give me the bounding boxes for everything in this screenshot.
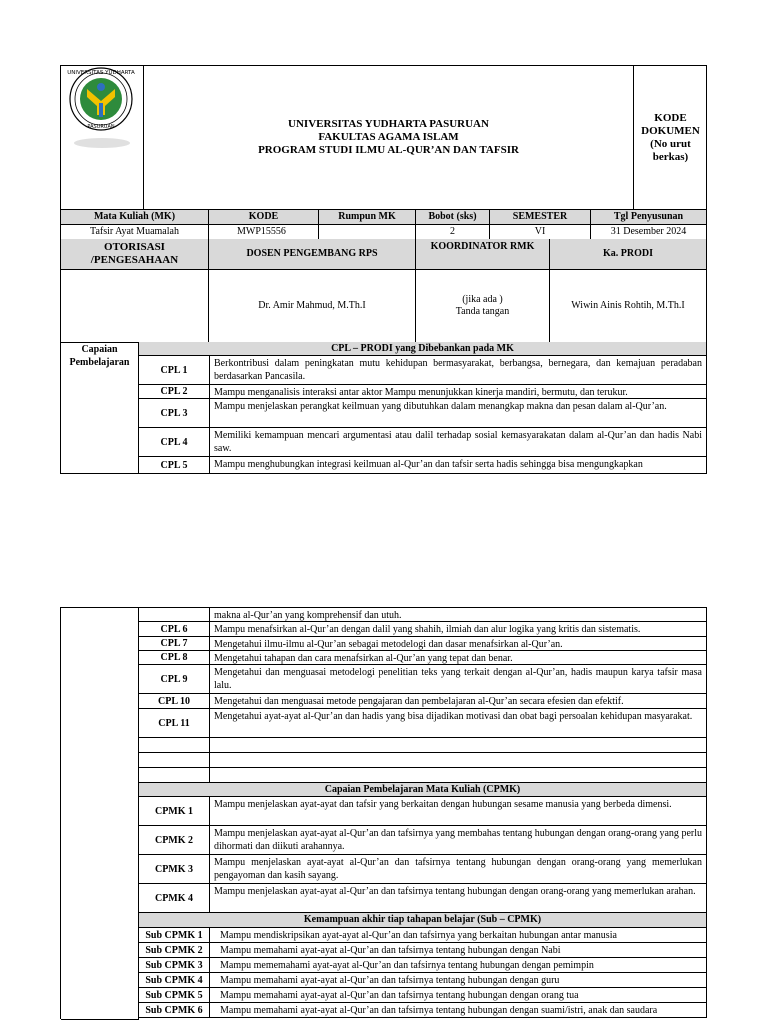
cpl-text: Mengetahui ayat-ayat al-Qur’an dan hadis yang bisa dijadikan motivasi dan obat bagi persoalan kehidupan masyarakat. [210,709,707,738]
subcpmk-code: Sub CPMK 2 [139,943,210,958]
kode-header: KODE [209,210,319,225]
subcpmk-code: Sub CPMK 5 [139,988,210,1003]
cpmk-code: CPMK 2 [139,826,210,855]
cpl-text: Memiliki kemampuan mencari argumentasi atau dalil terhadap sosial kemasyarakatan dalam al-Qur’an dan hadis Nabi saw. [210,428,707,457]
dosen-label: DOSEN PENGEMBANG RPS [209,239,416,270]
cpl-header: CPL – PRODI yang Dibebankan pada MK [139,342,707,356]
empty-row-text [210,753,707,768]
subcpmk-header: Kemampuan akhir tiap tahapan belajar (Sub – CPMK) [139,913,707,928]
rumpun-header: Rumpun MK [319,210,416,225]
mk-header: Mata Kuliah (MK) [61,210,209,225]
program-name: PROGRAM STUDI ILMU AL-QUR’AN DAN TAFSIR [258,144,519,156]
kode-value: MWP15556 [209,225,319,240]
faculty-name: FAKULTAS AGAMA ISLAM [318,131,459,143]
cpl-code: CPL 9 [139,665,210,694]
cpmk-code: CPMK 4 [139,884,210,913]
kaprodi-name: Wiwin Ainis Rohtih, M.Th.I [550,270,707,343]
cpl-text: Mengetahui ilmu-ilmu al-Qur’an sebagai metodelogi dan dasar menafsirkan al-Qur’an. [210,637,707,651]
cpl-code: CPL 6 [139,622,210,637]
svg-text:PASURUAN: PASURUAN [87,124,115,130]
subcpmk-code: Sub CPMK 4 [139,973,210,988]
cpmk-text: Mampu menjelaskan ayat-ayat al-Qur’an dan tafsirnya tentang hubungan dengan orang-orang yang memerlukan arahan. [210,884,707,913]
empty-row-code [139,768,210,783]
tgl-value: 31 Desember 2024 [591,225,707,240]
semester-value: VI [490,225,591,240]
university-name: UNIVERSITAS YUDHARTA PASURUAN [288,118,489,130]
mk-table [60,209,707,240]
cpl-text: Mengetahui dan menguasai metode pengajaran dan pembelajaran al-Qur’an secara efesien dan efektif. [210,694,707,709]
empty-row-code [139,738,210,753]
header-title [144,65,633,210]
cpl-text: Mengetahui dan menguasai metodelogi penelitian teks yang terkait dengan al-Qur’an, hadis maupun karya tafsir masa lalu. [210,665,707,694]
cpl-code-empty [139,608,210,622]
subcpmk-text: Mampu mendiskripsikan ayat-ayat al-Qur’an dan tafsirnya yang berkaitan hubungan antar manusia [210,928,707,943]
cpmk-header: Capaian Pembelajaran Mata Kuliah (CPMK) [139,783,707,797]
cpl-code: CPL 3 [139,399,210,428]
capaian-table-p2 [60,607,707,1019]
cpl-code: CPL 5 [139,457,210,474]
cpmk-text: Mampu menjelaskan ayat-ayat al-Qur’an dan tafsirnya tentang hubungan dengan orang-orang yang memerlukan pengayoman dan kasih sayang. [210,855,707,884]
capaian-table-p1 [60,342,707,474]
cpl-text: Mampu menafsirkan al-Qur’an dengan dalil yang shahih, ilmiah dan alur logika yang kritis dan sistematis. [210,622,707,637]
rumpun-value [319,225,416,240]
mk-value: Tafsir Ayat Muamalah [61,225,209,240]
doc-code-cell [633,65,707,210]
semester-header: SEMESTER [490,210,591,225]
cpl-text: Mampu menghubungkan integrasi keilmuan al-Qur’an dan tafsir serta hadis sehingga bisa mengungkapkan [210,457,707,474]
subcpmk-text: Mampu memahami ayat-ayat al-Qur’an dan tafsirnya tentang hubungan dengan Nabi [210,943,707,958]
subcpmk-text: Mampu memahami ayat-ayat al-Qur’an dan tafsirnya tentang hubungan dengan orang tua [210,988,707,1003]
cpmk-code: CPMK 1 [139,797,210,826]
cpl-code: CPL 10 [139,694,210,709]
otorisasi-label: OTORISASI /PENGESAHAAN [61,239,209,270]
subcpmk-code: Sub CPMK 6 [139,1003,210,1018]
cpl-code: CPL 2 [139,385,210,399]
tgl-header: Tgl Penyusunan [591,210,707,225]
university-logo [60,65,144,165]
doc-code-label: KODE DOKUMEN [641,111,700,137]
cpmk-code: CPMK 3 [139,855,210,884]
cpl-code: CPL 7 [139,637,210,651]
subcpmk-text: Mampu memahami ayat-ayat al-Qur’an dan tafsirnya tentang hubungan dengan guru [210,973,707,988]
cpl-code: CPL 4 [139,428,210,457]
cpl-code: CPL 11 [139,709,210,738]
cpl-text: Mampu menganalisis interaksi antar aktor Mampu menunjukkan kinerja mandiri, bermutu, dan terukur. [210,385,707,399]
cpl-text: Berkontribusi dalam peningkatan mutu kehidupan bermasyarakat, berbangsa, bernegara, dan kemajuan peradaban berdasarkan Pancasila. [210,356,707,385]
auth-table [60,239,707,343]
subcpmk-code: Sub CPMK 1 [139,928,210,943]
cpl-code: CPL 8 [139,651,210,665]
koordinator-note: (jika ada ) [462,294,503,305]
subcpmk-code: Sub CPMK 3 [139,958,210,973]
bobot-value: 2 [416,225,490,240]
cpl-text: Mampu menjelaskan perangkat keilmuan yang dibutuhkan dalam menangkap makna dan pesan dalam al-Qur’an. [210,399,707,428]
kaprodi-label: Ka. PRODI [550,239,707,270]
cpmk-text: Mampu menjelaskan ayat-ayat al-Qur’an dan tafsirnya yang membahas tentang hubungan dengan orang-orang yang perlu dihormati dan diikuti arahannya. [210,826,707,855]
subcpmk-text: Mampu mememahami ayat-ayat al-Qur’an dan tafsirnya tentang hubungan dengan pemimpin [210,958,707,973]
koordinator-label: KOORDINATOR RMK [416,239,550,270]
capaian-label-continued [61,608,139,1020]
cpl-text: Mengetahui tahapan dan cara menafsirkan al-Qur’an yang tepat dan benar. [210,651,707,665]
bobot-header: Bobot (sks) [416,210,490,225]
empty-row-text [210,738,707,753]
svg-text:UNIVERSITAS YUDHARTA: UNIVERSITAS YUDHARTA [67,70,135,76]
cpl-code: CPL 1 [139,356,210,385]
logo-cell [60,65,144,210]
doc-code-note: (No urut berkas) [650,137,691,163]
dosen-name: Dr. Amir Mahmud, M.Th.I [209,270,416,343]
koordinator-sign: Tanda tangan [455,306,510,317]
koordinator-sign-cell [416,270,550,343]
cpl-text: makna al-Qur’an yang komprehensif dan utuh. [210,608,707,622]
cpmk-text: Mampu menjelaskan ayat-ayat dan tafsir yang berkaitan dengan hubungan sesame manusia yang berbeda dimensi. [210,797,707,826]
subcpmk-text: Mampu memahami ayat-ayat al-Qur’an dan tafsirnya tentang hubungan dengan suami/istri, anak dan saudara [210,1003,707,1018]
capaian-label: Capaian Pembelajaran [61,342,139,474]
empty-row-text [210,768,707,783]
otorisasi-empty [61,270,209,343]
empty-row-code [139,753,210,768]
